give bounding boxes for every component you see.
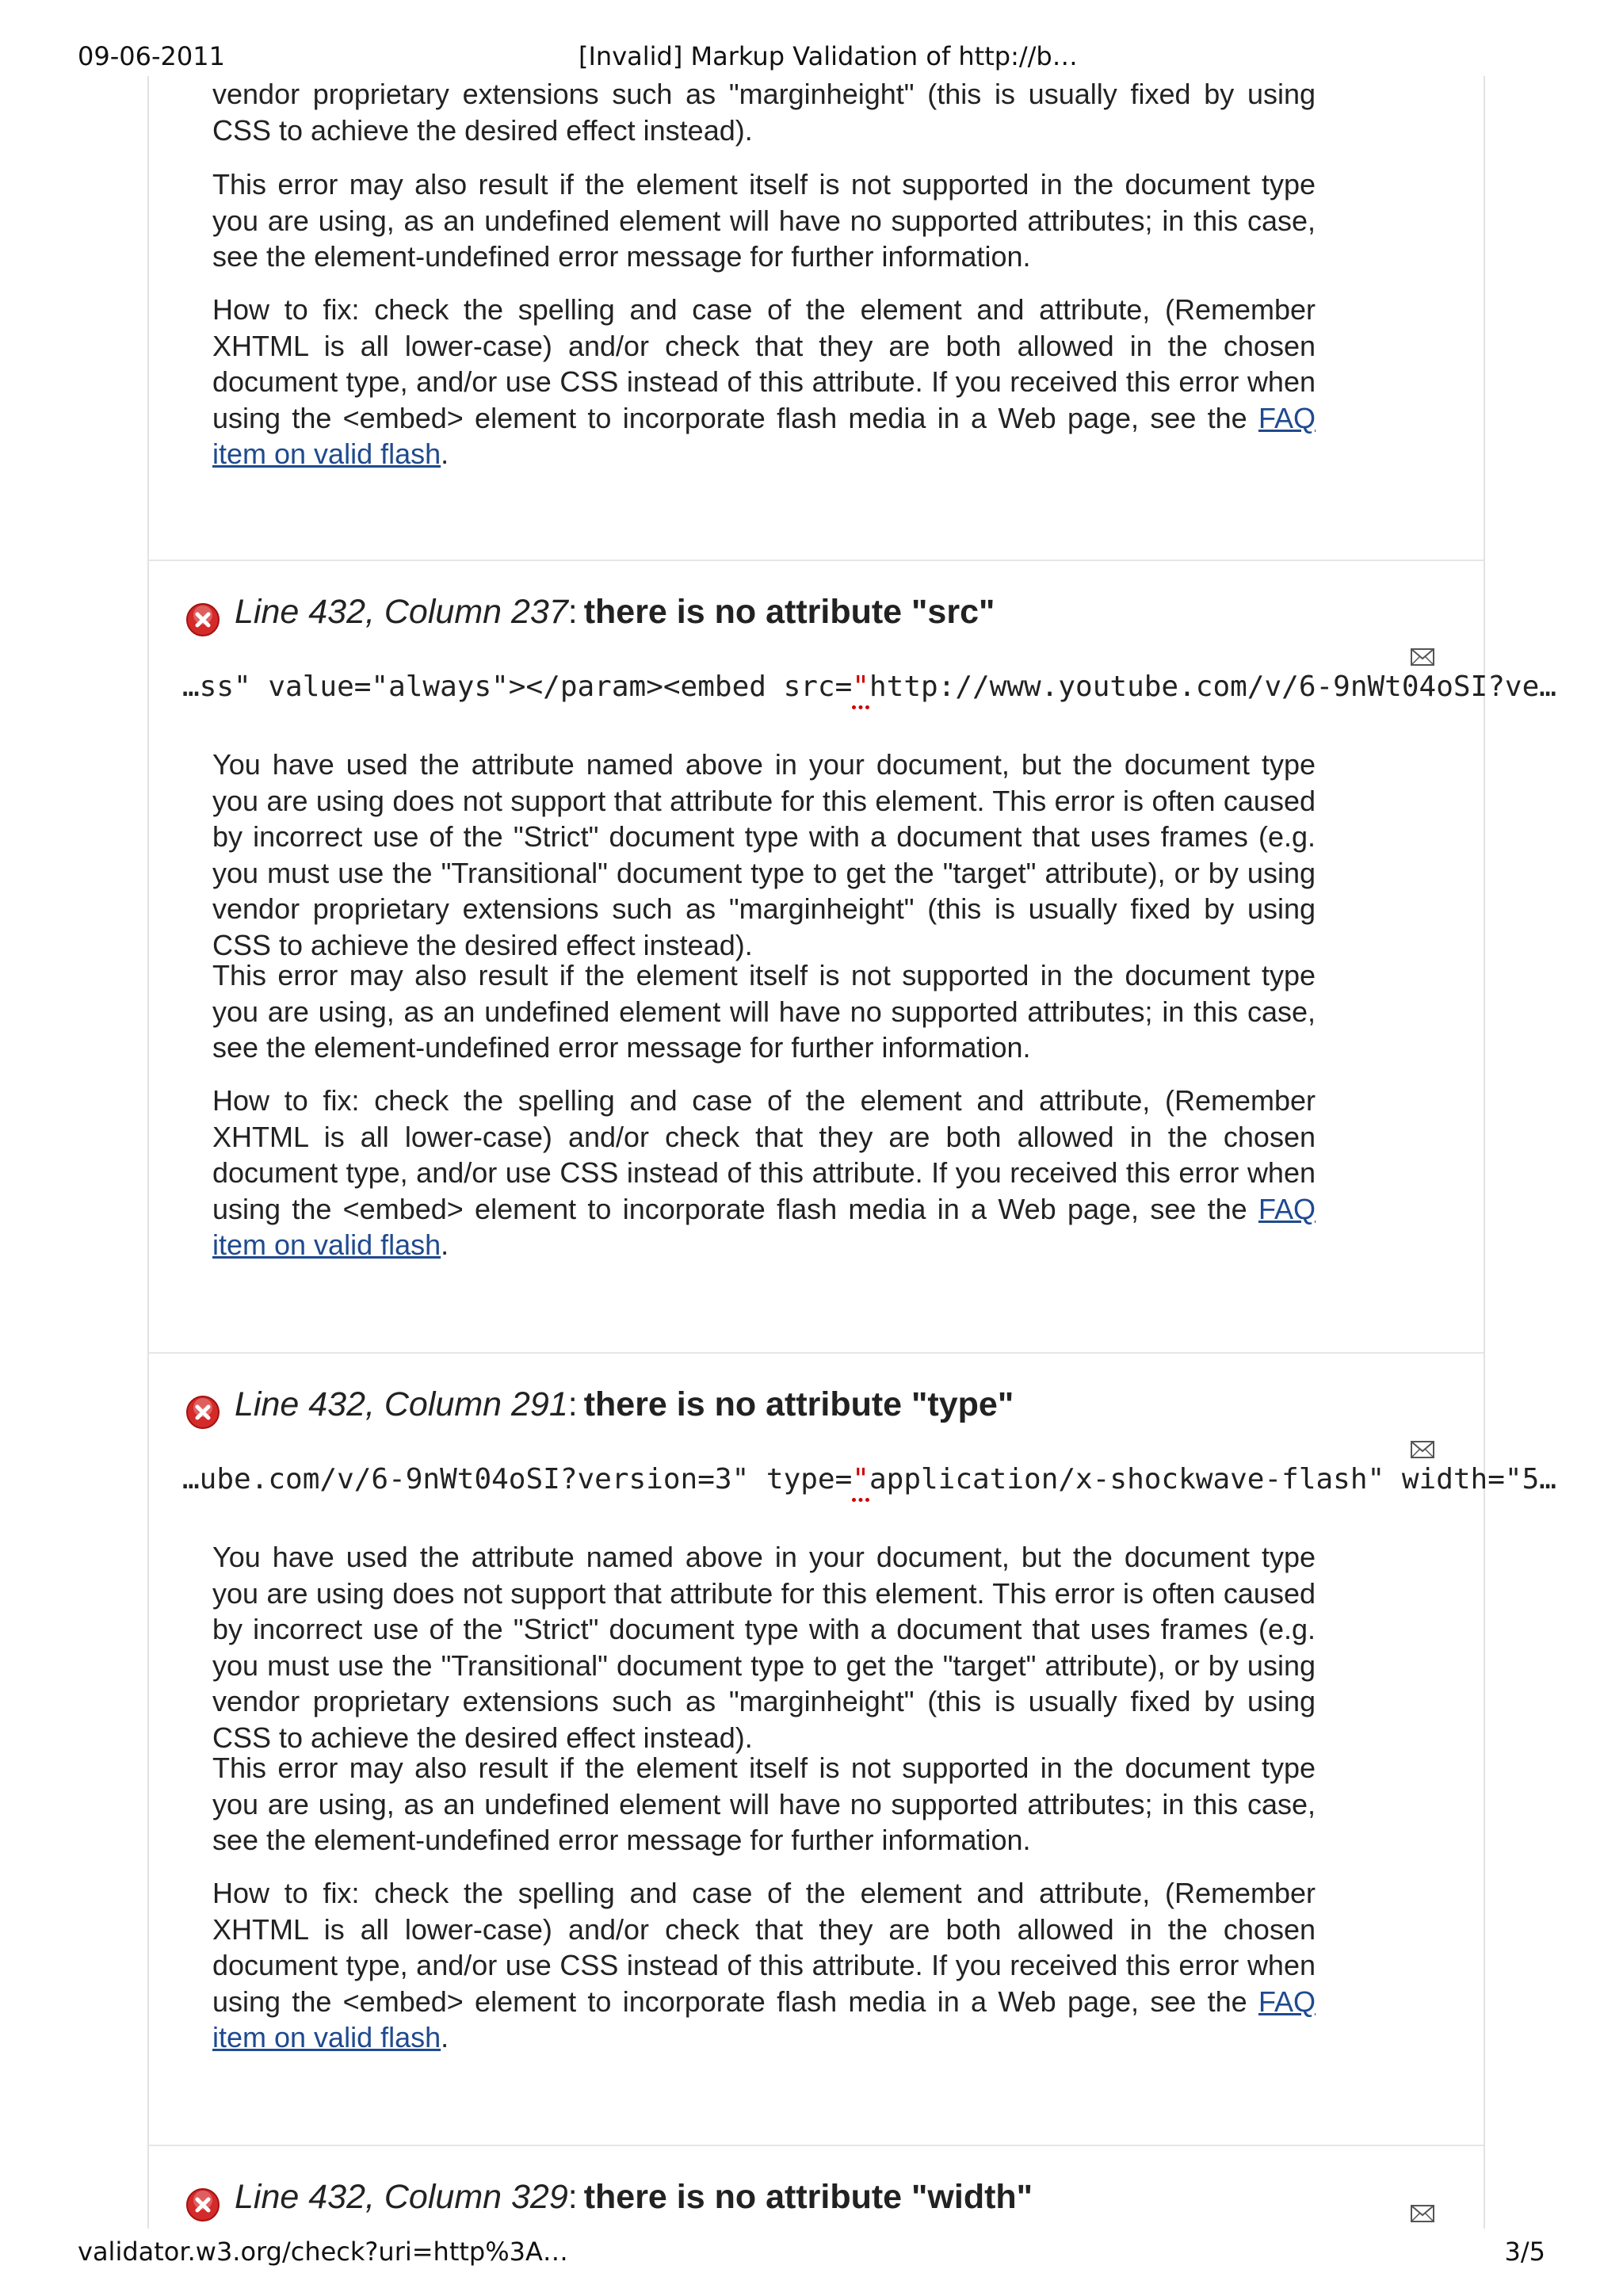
- email-feedback-icon[interactable]: [1411, 648, 1434, 666]
- error-title: there is no attribute "width": [583, 2178, 1033, 2216]
- error-location: Line 432, Column 237: [235, 593, 568, 631]
- error-message: [149, 2145, 1484, 2229]
- explanation-paragraph: This error may also result if the element itself is not supported in the document type you are using, as an undefined element will have no supported attributes; in this case, see the element-undefined error message for further information.: [212, 1752, 1316, 1856]
- print-date: 09-06-2011: [78, 41, 225, 71]
- error-text: [235, 593, 995, 632]
- error-separator: :: [567, 1385, 578, 1423]
- explanation-paragraph: You have used the attribute named above in your document, but the document type you are using does not support that attribute for this element. This error is often caused by incorrect use of the "Strict" document type with a document that uses frames (e.g. you must use the "Transitional" document type to get the "target" attribute), or by using vendor proprietary extensions such as "marginheight" (this is usually fixed by using CSS to achieve the desired effect instead).: [212, 748, 1316, 961]
- source-excerpt: [182, 1463, 1556, 1496]
- validation-results: [147, 76, 1556, 2229]
- how-to-fix-end: .: [441, 2021, 449, 2053]
- error-icon: [185, 1395, 220, 1430]
- error-message-partial: [149, 76, 1484, 560]
- error-location: Line 432, Column 329: [235, 2178, 568, 2216]
- email-feedback-icon[interactable]: [1411, 1441, 1434, 1458]
- source-after: http://www.youtube.com/v/6-9nWt04oSI?ve…: [869, 670, 1556, 703]
- error-text: [235, 1385, 1014, 1424]
- source-before: …ube.com/v/6-9nWt04oSI?version=3" type=: [182, 1463, 853, 1496]
- print-page-number: 3/5: [1504, 2237, 1545, 2267]
- faq-valid-flash-link[interactable]: FAQ item on valid flash: [212, 1192, 1316, 1261]
- error-separator: :: [567, 2178, 578, 2216]
- error-icon: [185, 602, 220, 637]
- error-icon: [185, 2187, 220, 2222]
- error-marker: ": [852, 670, 869, 703]
- error-title: there is no attribute "type": [583, 1385, 1014, 1423]
- explanation-paragraph: This error may also result if the element itself is not supported in the document type you are using, as an undefined element will have no supported attributes; in this case, see the element-undefined error message for further information.: [212, 959, 1316, 1064]
- explanation-paragraph: vendor proprietary extensions such as "marginheight" (this is usually fixed by using CSS to achieve the desired effect instead).: [212, 78, 1316, 147]
- print-footer: [78, 2237, 1545, 2271]
- faq-valid-flash-link[interactable]: FAQ item on valid flash: [212, 1985, 1316, 2053]
- faq-valid-flash-link[interactable]: FAQ item on valid flash: [212, 401, 1316, 470]
- email-feedback-icon[interactable]: [1411, 2205, 1434, 2222]
- error-separator: :: [567, 593, 578, 631]
- how-to-fix-end: .: [441, 1228, 449, 1261]
- how-to-fix-paragraph: [212, 292, 1316, 472]
- source-after: application/x-shockwave-flash" width="5…: [869, 1463, 1556, 1496]
- how-to-fix-end: .: [441, 437, 449, 470]
- error-message: [149, 560, 1556, 1352]
- error-location: Line 432, Column 291: [235, 1385, 568, 1423]
- how-to-fix-text: How to fix: check the spelling and case of the element and attribute, (Remember XHTML is all lower-case) and/or check that they are both allowed in the chosen document type, and/or use CSS instead of this attribute. If you received this error when using the <embed> element to incorporate flash media in a Web page, see the: [212, 1084, 1316, 1225]
- error-text: [235, 2178, 1033, 2217]
- print-doc-title: [Invalid] Markup Validation of http://b…: [579, 41, 1078, 71]
- how-to-fix-text: How to fix: check the spelling and case of the element and attribute, (Remember XHTML is all lower-case) and/or check that they are both allowed in the chosen document type, and/or use CSS instead of this attribute. If you received this error when using the <embed> element to incorporate flash media in a Web page, see the: [212, 293, 1316, 434]
- explanation-paragraph: You have used the attribute named above in your document, but the document type you are using does not support that attribute for this element. This error is often caused by incorrect use of the "Strict" document type with a document that uses frames (e.g. you must use the "Transitional" document type to get the "target" attribute), or by using vendor proprietary extensions such as "marginheight" (this is usually fixed by using CSS to achieve the desired effect instead).: [212, 1541, 1316, 1754]
- explanation-paragraph: This error may also result if the element itself is not supported in the document type you are using, as an undefined element will have no supported attributes; in this case, see the element-undefined error message for further information.: [212, 168, 1316, 273]
- source-excerpt: [182, 670, 1556, 703]
- how-to-fix-text: How to fix: check the spelling and case of the element and attribute, (Remember XHTML is all lower-case) and/or check that they are both allowed in the chosen document type, and/or use CSS instead of this attribute. If you received this error when using the <embed> element to incorporate flash media in a Web page, see the: [212, 1877, 1316, 2018]
- error-marker: ": [852, 1463, 869, 1496]
- print-header: [78, 41, 1545, 76]
- print-url: validator.w3.org/check?uri=http%3A…: [78, 2237, 568, 2267]
- how-to-fix-paragraph: [212, 1083, 1316, 1263]
- error-message: [149, 1352, 1556, 2145]
- error-title: there is no attribute "src": [583, 593, 995, 631]
- how-to-fix-paragraph: [212, 1875, 1316, 2056]
- source-before: …ss" value="always"></param><embed src=: [182, 670, 853, 703]
